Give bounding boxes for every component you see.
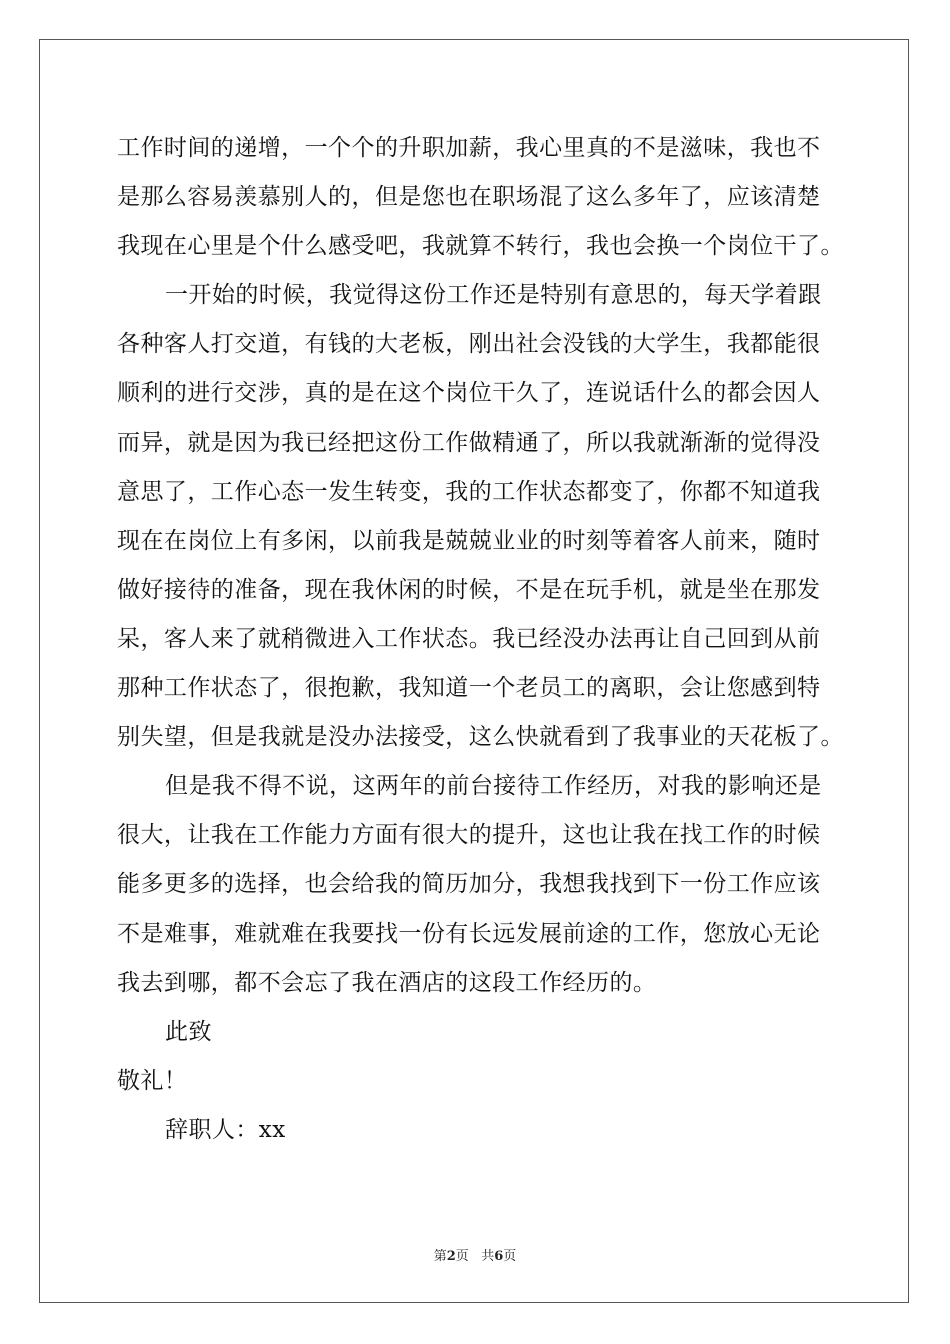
footer-page-number: 2 xyxy=(446,1249,456,1264)
paragraph-line: 而异，就是因为我已经把这份工作做精通了，所以我就渐渐的觉得没 xyxy=(117,429,821,456)
closing-salutation: 此致 xyxy=(165,1018,212,1045)
paragraph-line: 做好接待的准备，现在我休闲的时候，不是在玩手机，就是坐在那发 xyxy=(117,576,821,603)
paragraph-line: 不是难事，难就难在我要找一份有长远发展前途的工作，您放心无论 xyxy=(117,920,821,947)
paragraph-line: 是那么容易羡慕别人的，但是您也在职场混了这么多年了，应该清楚 xyxy=(117,184,821,211)
paragraph-line: 但是我不得不说，这两年的前台接待工作经历，对我的影响还是 xyxy=(165,773,822,800)
paragraph-line: 现在在岗位上有多闲，以前我是兢兢业业的时刻等着客人前来，随时 xyxy=(117,527,821,554)
paragraph-line: 各种客人打交道，有钱的大老板，刚出社会没钱的大学生，我都能很 xyxy=(117,331,821,358)
footer-total-pages: 6 xyxy=(494,1249,504,1264)
footer-total-suffix: 页 xyxy=(503,1249,517,1264)
paragraph-line: 能多更多的选择，也会给我的简历加分，我想我找到下一份工作应该 xyxy=(117,871,821,898)
page-footer xyxy=(0,1249,950,1265)
paragraph-line: 我现在心里是个什么感受吧，我就算不转行，我也会换一个岗位干了。 xyxy=(117,233,844,260)
paragraph-line: 顺利的进行交涉，真的是在这个岗位干久了，连说话什么的都会因人 xyxy=(117,380,821,407)
paragraph-line: 那种工作状态了，很抱歉，我知道一个老员工的离职，会让您感到特 xyxy=(117,675,821,702)
paragraph-line: 我去到哪，都不会忘了我在酒店的这段工作经历的。 xyxy=(117,969,657,996)
footer-page-prefix: 第 xyxy=(433,1249,447,1264)
document-body xyxy=(117,124,844,1155)
footer-total-prefix: 共 xyxy=(481,1249,495,1264)
footer-page-suffix: 页 xyxy=(455,1249,469,1264)
paragraph-line: 工作时间的递增，一个个的升职加薪，我心里真的不是滋味，我也不 xyxy=(117,135,821,161)
paragraph-line: 一开始的时候，我觉得这份工作还是特别有意思的，每天学着跟 xyxy=(165,282,822,309)
signature-line: 辞职人：xx xyxy=(165,1116,286,1143)
closing-regards: 敬礼！ xyxy=(117,1067,188,1094)
paragraph-line: 很大，让我在工作能力方面有很大的提升，这也让我在找工作的时候 xyxy=(117,822,821,849)
paragraph-line: 意思了，工作心态一发生转变，我的工作状态都变了，你都不知道我 xyxy=(117,478,821,505)
paragraph-line: 呆，客人来了就稍微进入工作状态。我已经没办法再让自己回到从前 xyxy=(117,625,821,652)
paragraph-line: 别失望，但是我就是没办法接受，这么快就看到了我事业的天花板了。 xyxy=(117,724,844,751)
